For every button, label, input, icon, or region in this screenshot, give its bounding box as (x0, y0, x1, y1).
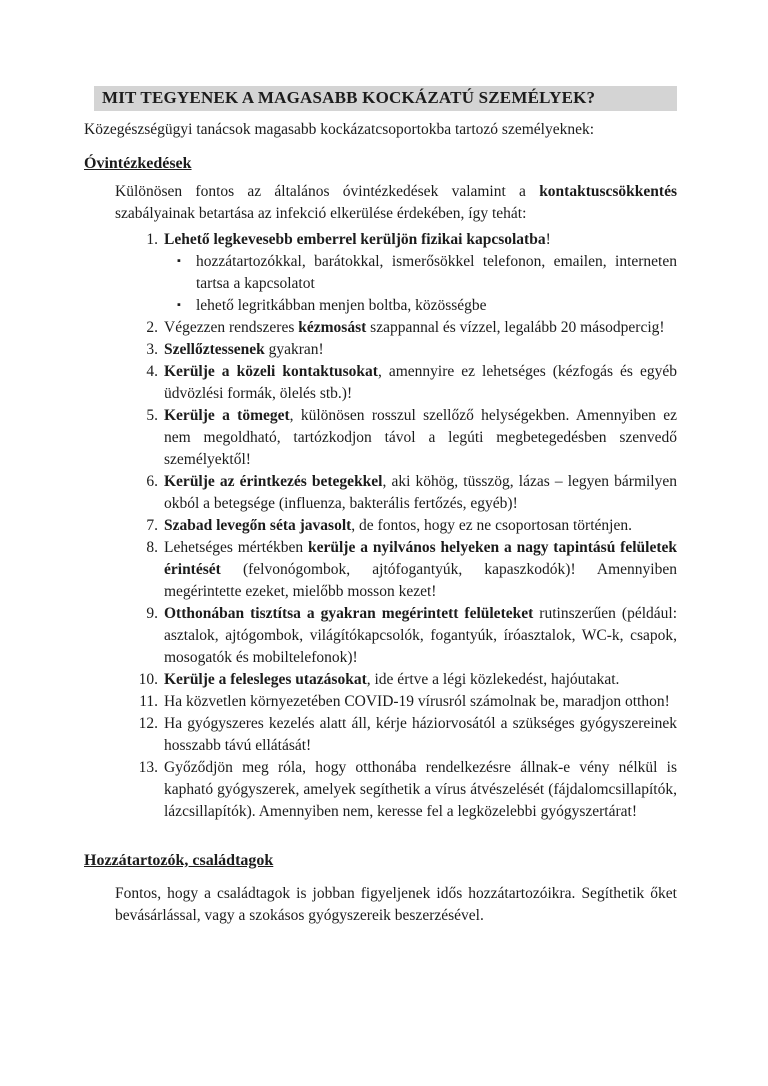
bold-run: Lehető legkevesebb emberrel kerüljön fizikai kapcsolatba (164, 231, 546, 248)
list-item-text (164, 669, 677, 691)
list-item-text (164, 317, 677, 339)
list-item-number: 7. (146, 517, 158, 534)
precautions-list (84, 229, 677, 823)
list-item-number: 8. (146, 539, 158, 556)
text-run: ! (545, 231, 551, 248)
list-item-number: 10. (138, 671, 158, 688)
text-run: , különösen rosszul szellőző helységekben. Amennyiben ez nem megoldható, tartózkodjon távol a legúti megbetegedésben szenvedő személyektől! (164, 407, 677, 468)
list-item (84, 317, 677, 339)
list-item-text (164, 405, 677, 471)
list-item-text (164, 339, 677, 361)
text-run: gyakran! (264, 341, 324, 358)
section-heading-family: Hozzátartozók, családtagok (84, 852, 274, 869)
list-item-text (164, 361, 677, 405)
list-item (84, 515, 677, 537)
text-run: szappannal és vízzel, legalább 20 másodpercig! (366, 319, 665, 336)
bold-run: Kerülje a felesleges utazásokat (164, 671, 367, 688)
bold-run: kézmosást (298, 319, 367, 336)
list-item-number: 3. (146, 341, 158, 358)
list-item (84, 691, 677, 713)
list-item (84, 361, 677, 405)
page-title (94, 86, 677, 111)
list-item (84, 339, 677, 361)
list-item-text (164, 229, 677, 251)
list-item-text (164, 713, 677, 757)
sub-list-item-text (196, 295, 677, 317)
square-bullet-icon: ▪ (177, 255, 181, 267)
list-item (84, 713, 677, 757)
bold-run: kerülje a nyilvános helyeken a nagy tapintású felületek érintését (164, 539, 678, 578)
list-item (84, 471, 677, 515)
sub-list-item (164, 251, 677, 295)
text-run: szabályainak betartása az infekció elkerülése érdekében, így tehát: (115, 205, 527, 222)
page-title-text: MIT TEGYENEK A MAGASABB KOCKÁZATÚ SZEMÉLYEK? (102, 88, 596, 107)
bold-run: Szellőztessenek (164, 341, 265, 358)
sub-list-item (164, 295, 677, 317)
text-run: Különösen fontos az általános óvintézkedések valamint a (115, 183, 540, 200)
text-run: , ide értve a légi közlekedést, hajóutakat. (366, 671, 620, 688)
list-item (84, 405, 677, 471)
bold-run: kontaktuscsökkentés (539, 183, 677, 200)
bold-run: Kerülje az érintkezés betegekkel (164, 473, 383, 490)
bold-run: Kerülje a tömeget (164, 407, 290, 424)
list-item-text (164, 537, 677, 603)
bold-run: Szabad levegőn séta javasolt (164, 517, 352, 534)
list-item-number: 11. (139, 693, 158, 710)
text-run: Ha közvetlen környezetében COVID-19 vírusról számolnak be, maradjon otthon! (164, 693, 670, 710)
text-run: , amennyire ez lehetséges (kézfogás és egyéb üdvözlési formák, ölelés stb.)! (164, 363, 677, 402)
list-item-number: 9. (146, 605, 158, 622)
sub-list-item-text (196, 251, 677, 295)
text-run: Lehetséges mértékben (164, 539, 308, 556)
family-paragraph: Fontos, hogy a családtagok is jobban figyeljenek idős hozzátartozóikra. Segíthetik őket bevásárlással, vagy a szokásos gyógyszereik beszerzésével. (115, 885, 677, 924)
list-item (84, 757, 677, 823)
text-run: Végezzen rendszeres (164, 319, 299, 336)
list-item-number: 6. (146, 473, 158, 490)
list-item-number: 5. (146, 407, 158, 424)
text-run: (felvonógombok, ajtófogantyúk, kapaszkodók)! Amennyiben megérintette ezeket, mielőbb mosson kezet! (164, 561, 677, 600)
text-run: rutinszerűen (például: asztalok, ajtógombok, világítókapcsolók, fogantyúk, íróasztalok, WC-k, csapok, mosogatók és mobiltelefonok)! (164, 605, 677, 666)
list-item-number: 1. (146, 231, 158, 248)
text-run: Győződjön meg róla, hogy otthonába rendelkezésre állnak-e vény nélkül is kapható gyógyszerek, amelyek segíthetik a vírus átvészelését (fájdalomcsillapítók, lázcsillapítók). Amennyiben nem, keresse fel a legközelebbi gyógyszertárat! (164, 759, 677, 820)
list-item-number: 12. (138, 715, 158, 732)
bold-run: Otthonában tisztítsa a gyakran megérintett felületeket (164, 605, 534, 622)
list-item-text (164, 757, 677, 823)
list-item (84, 669, 677, 691)
list-item-text (164, 471, 677, 515)
text-run: , de fontos, hogy ez ne csoportosan történjen. (351, 517, 632, 534)
list-item (84, 537, 677, 603)
list-item (84, 229, 677, 317)
list-item-text (164, 603, 677, 669)
list-item-number: 4. (146, 363, 158, 380)
list-item-number: 2. (146, 319, 158, 336)
intro-text: Közegészségügyi tanácsok magasabb kockázatcsoportokba tartozó személyeknek: (84, 121, 595, 138)
list-item-text (164, 515, 677, 537)
list-item-number: 13. (138, 759, 158, 776)
list-item-text (164, 691, 677, 713)
text-run: hozzátartozókkal, barátokkal, ismerősökkel telefonon, emailen, interneten tartsa a kapcsolatot (196, 253, 677, 292)
text-run: Ha gyógyszeres kezelés alatt áll, kérje háziorvosától a szükséges gyógyszereinek hosszabb távú ellátását! (164, 715, 677, 754)
bold-run: Kerülje a közeli kontaktusokat (164, 363, 378, 380)
square-bullet-icon: ▪ (177, 299, 181, 311)
section-heading-precautions: Óvintézkedések (84, 155, 192, 172)
list-item (84, 603, 677, 669)
text-run: lehető legritkábban menjen boltba, közösségbe (196, 297, 487, 314)
precautions-lead (84, 181, 677, 225)
text-run: , aki köhög, tüsszög, lázas – legyen bármilyen okból a betegsége (influenza, bakterális fertőzés, egyéb)! (164, 473, 677, 512)
